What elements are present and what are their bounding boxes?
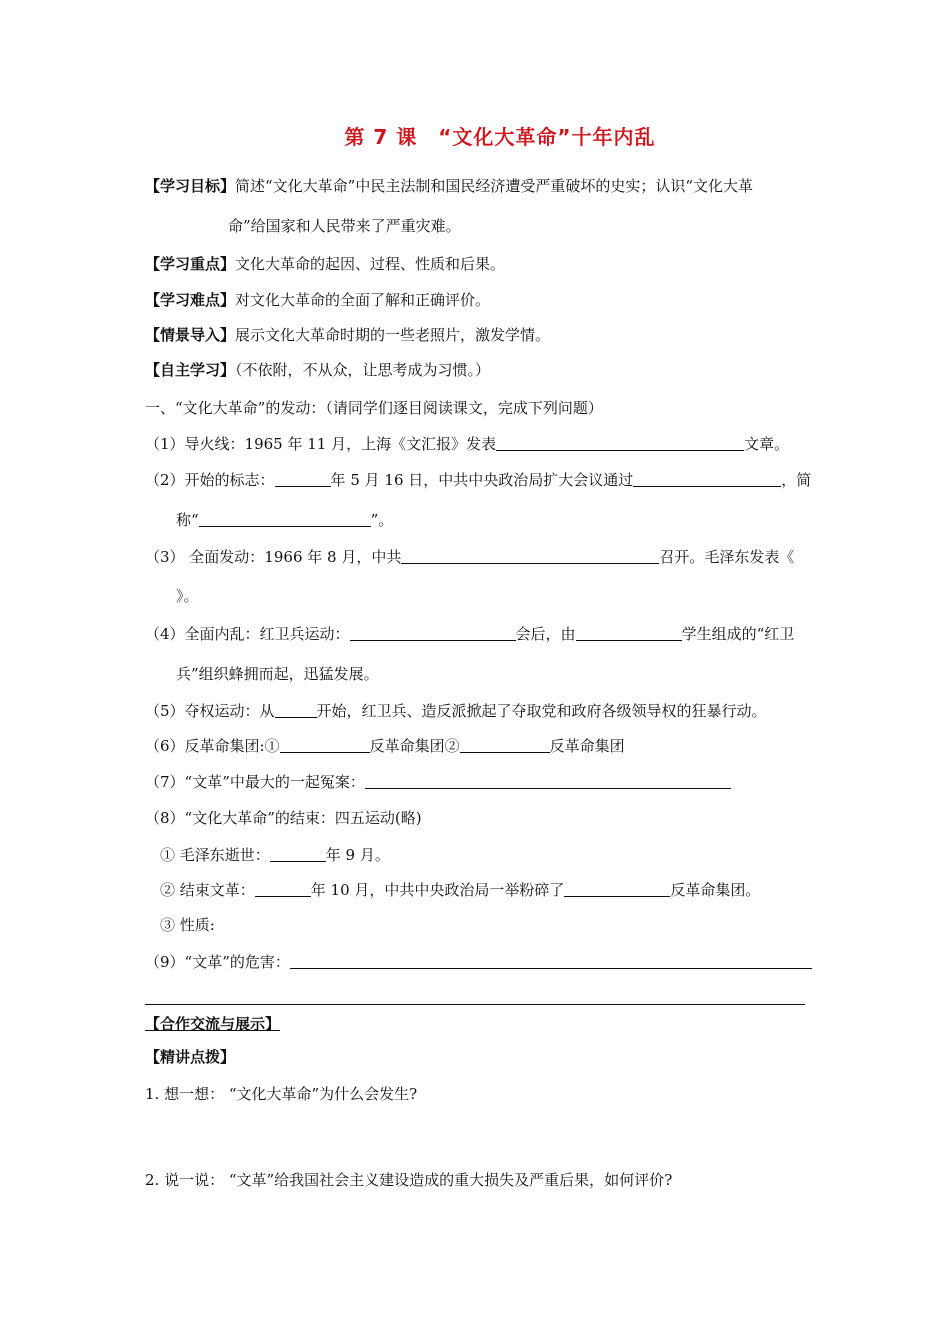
q3 [145, 547, 794, 567]
q7-blank[interactable] [365, 772, 731, 789]
q4-text-end: 学生组成的“红卫 [681, 625, 795, 643]
q5-text-end: 开始，红卫兵、造反派掀起了夺取党和政府各级领导权的狂暴行动。 [316, 702, 767, 720]
self-study-label: 【自主学习】 [145, 361, 236, 379]
q1 [145, 434, 789, 454]
q1-blank[interactable] [496, 434, 744, 451]
key-points-text: 文化大革命的起因、过程、性质和后果。 [235, 255, 506, 273]
q2-text-end: ，简 [781, 471, 812, 489]
q4 [145, 624, 794, 644]
q6-blank-2[interactable] [460, 736, 550, 753]
say-question: 2. 说一说： “文革”给我国社会主义建设造成的重大损失及严重后果，如何评价? [145, 1171, 673, 1189]
q3-blank[interactable] [401, 547, 659, 564]
q2-text-mid: 年 5 月 16 日，中共中央政治局扩大会议通过 [330, 471, 634, 489]
objectives-text1: 简述“文化大革命”中民主法制和国民经济遭受严重破坏的史实；认识“文化大革 [235, 177, 754, 195]
q8-2-text-end: 反革命集团。 [670, 881, 761, 899]
intro-text: 展示文化大革命时期的一些老照片，激发学情。 [235, 326, 551, 344]
q9-text: （9）“文革”的危害： [145, 953, 290, 971]
q8-1-text-end: 年 9 月。 [325, 846, 390, 864]
q8: （8）“文化大革命”的结束：四五运动(略) [145, 809, 422, 827]
intro-label: 【情景导入】 [145, 326, 236, 344]
difficulties [145, 290, 490, 310]
q6 [145, 736, 625, 756]
key-points-label: 【学习重点】 [145, 255, 236, 273]
q8-2-blank-group[interactable] [564, 880, 670, 897]
self-study-text: （不依附，不从众，让思考成为习惯。） [235, 361, 491, 379]
q8-1-blank[interactable] [270, 845, 326, 862]
page-title: 第 7 课 “文化大革命”十年内乱 [344, 125, 656, 149]
think-question: 1. 想一想： “文化大革命”为什么会发生? [145, 1085, 418, 1103]
q6-text: （6）反革命集团:① [145, 737, 280, 755]
difficulties-label: 【学习难点】 [145, 291, 236, 309]
q8-2-text: ② 结束文革： [160, 881, 255, 899]
q8-2-blank-year[interactable] [255, 880, 311, 897]
q6-blank-1[interactable] [280, 736, 370, 753]
q3-line2: 》。 [176, 587, 199, 605]
q2-text: （2）开始的标志： [145, 471, 275, 489]
explain-heading: 【精讲点拨】 [145, 1048, 236, 1066]
q7 [145, 772, 731, 792]
q6-text-end: 反革命集团 [549, 737, 625, 755]
q2 [145, 470, 811, 490]
q4-line2: 兵”组织蜂拥而起，迅猛发展。 [176, 665, 379, 683]
q9-blank[interactable] [290, 952, 812, 969]
q2-text-abbr-end: ”。 [370, 511, 394, 529]
objectives-line1 [145, 176, 753, 196]
q8-1 [160, 845, 390, 865]
q2-blank-abbr[interactable] [199, 510, 371, 527]
q2-text-abbr: 称“ [176, 511, 199, 529]
q4-text-mid: 会后，由 [515, 625, 576, 643]
q5-blank[interactable] [275, 701, 317, 718]
q8-2-text-mid: 年 10 月，中共中央政治局一举粉碎了 [310, 881, 565, 899]
intro [145, 325, 550, 345]
q2-line2 [176, 510, 393, 530]
q8-1-text: ① 毛泽东逝世： [160, 846, 270, 864]
q7-text: （7）“文革”中最大的一起冤案： [145, 773, 365, 791]
self-study [145, 360, 490, 380]
section1-heading: 一、“文化大革命”的发动：（请同学们逐目阅读课文，完成下列问题） [145, 399, 603, 417]
key-points [145, 254, 505, 274]
q2-blank-document[interactable] [633, 470, 781, 487]
q4-text: （4）全面内乱：红卫兵运动： [145, 625, 350, 643]
q4-blank-meeting[interactable] [350, 624, 516, 641]
difficulties-text: 对文化大革命的全面了解和正确评价。 [235, 291, 491, 309]
q6-text-mid: 反革命集团② [369, 737, 460, 755]
q2-blank-year[interactable] [275, 470, 331, 487]
objectives-label: 【学习目标】 [145, 177, 236, 195]
objectives-text2: 命”给国家和人民带来了严重灾难。 [228, 217, 461, 235]
q1-text: （1）导火线：1965 年 11 月，上海《文汇报》发表 [145, 435, 497, 453]
q3-text: （3） 全面发动：1966 年 8 月，中共 [145, 548, 402, 566]
q1-text-end: 文章。 [744, 435, 790, 453]
q4-blank-students[interactable] [576, 624, 682, 641]
q8-2 [160, 880, 760, 900]
q8-3: ③ 性质: [160, 916, 215, 934]
cooperation-heading: 【合作交流与展示】 [145, 1015, 281, 1033]
q5-text: （5）夺权运动：从 [145, 702, 275, 720]
q3-text-mid: 召开。毛泽东发表《 [659, 548, 795, 566]
q9 [145, 952, 812, 972]
q5 [145, 701, 767, 721]
q9-answer-line[interactable] [145, 1004, 805, 1005]
